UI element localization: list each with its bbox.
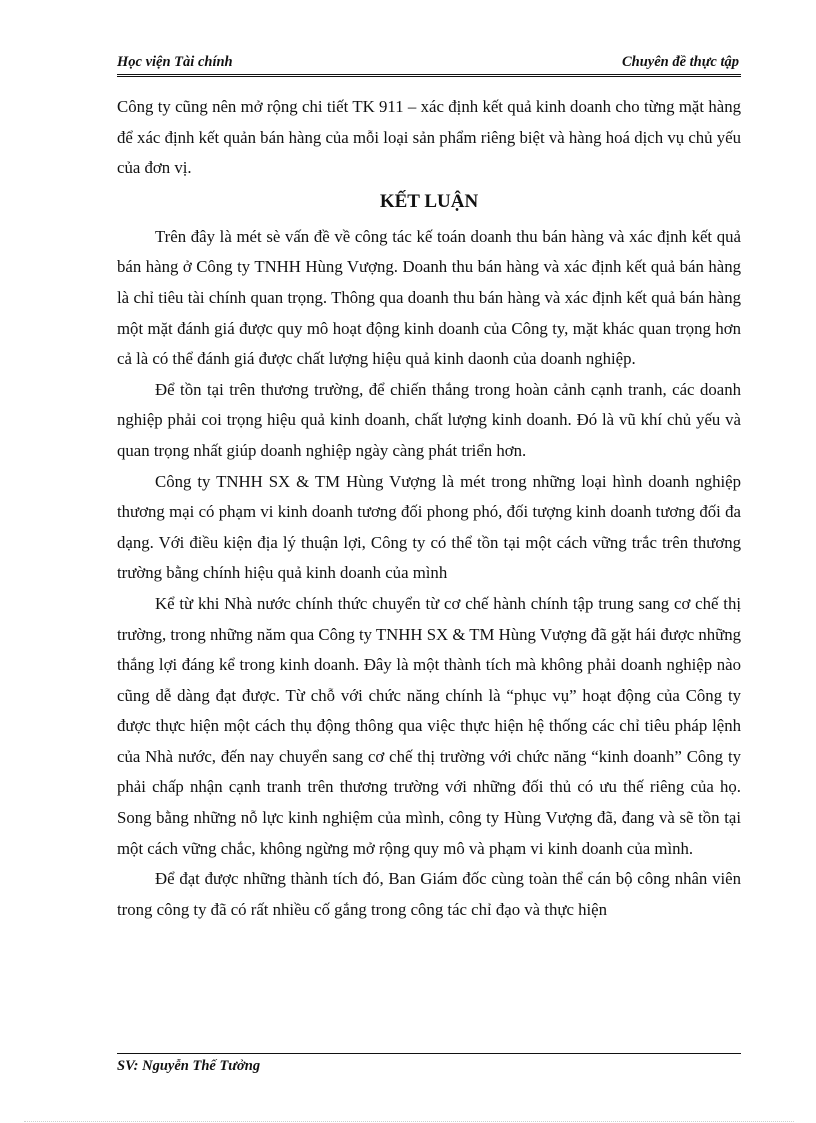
header-institution: Học viện Tài chính bbox=[117, 54, 233, 70]
body-paragraph: Trên đây là mét sè vấn đề về công tác kế toán doanh thu bán hàng và xác định kết quả bán hàng ở Công ty TNHH Hùng Vượng. Doanh thu bán hàng và xác định kết quả bán hàng là chỉ tiêu tài chính quan trọng. Thông qua doanh thu bán hàng và xác định kết quả bán hàng một mặt đánh giá được quy mô hoạt động kinh doanh của Công ty, mặt khác quan trọng hơn cả là có thể đánh giá được chất lượng hiệu quả kinh daonh của doanh nghiệp. bbox=[117, 226, 741, 369]
intro-paragraph: Công ty cũng nên mở rộng chi tiết TK 911 – xác định kết quả kinh doanh cho từng mặt hàng để xác định kết quản bán hàng của mỗi loại sản phẩm riêng biệt và hàng hoá dịch vụ chủ yếu của đơn vị. bbox=[117, 97, 741, 178]
body-paragraph: Để đạt được những thành tích đó, Ban Giám đốc cùng toàn thể cán bộ công nhân viên trong công ty đã có rất nhiều cố gắng trong công tác chỉ đạo và thực hiện bbox=[117, 869, 741, 919]
body-paragraph: Để tồn tại trên thương trường, để chiến thắng trong hoàn cảnh cạnh tranh, các doanh nghiệp phải coi trọng hiệu quả kinh doanh, chất lượng kinh doanh. Đó là vũ khí chủ yếu và quan trọng nhất giúp doanh nghiệp ngày càng phát triển hơn. bbox=[117, 379, 741, 460]
header-divider bbox=[117, 74, 741, 77]
footer-student-name: SV: Nguyễn Thế Tưởng bbox=[117, 1058, 261, 1074]
footer-divider bbox=[117, 1053, 741, 1054]
header-document-type: Chuyên đề thực tập bbox=[621, 54, 739, 70]
page-body bbox=[117, 92, 741, 925]
body-paragraph: Công ty TNHH SX & TM Hùng Vượng là mét trong những loại hình doanh nghiệp thương mại có phạm vi kinh doanh tương đối phong phó, đối tượng kinh doanh tương đối đa dạng. Với điều kiện địa lý thuận lợi, Công ty có thể tồn tại một cách vững trắc trên thương trường bằng chính hiệu quả kinh doanh của mình bbox=[117, 471, 741, 583]
body-paragraph: Kể từ khi Nhà nước chính thức chuyển từ cơ chế hành chính tập trung sang cơ chế thị trường, trong những năm qua Công ty TNHH SX & TM Hùng Vượng đã gặt hái được những thắng lợi đáng kể trong kinh doanh. Đây là một thành tích mà không phải doanh nghiệp nào cũng dễ dàng đạt được. Từ chỗ với chức năng chính là “phục vụ” hoạt động của Công ty được thực hiện một cách thụ động thông qua việc thực hiện hệ thống các chỉ tiêu pháp lệnh của Nhà nước, đến nay chuyển sang cơ chế thị trường với chức năng “kinh doanh” Công ty phải chấp nhận cạnh tranh trên thương trường với những đối thủ có ưu thế riêng của họ. Song bằng những nỗ lực kinh nghiệm của mình, công ty Hùng Vượng đã, đang và sẽ tồn tại một cách vững chắc, không ngừng mở rộng quy mô và phạm vi kinh doanh của mình. bbox=[117, 593, 741, 858]
section-heading: KẾT LUẬN bbox=[379, 190, 479, 212]
page-bottom-edge bbox=[24, 1121, 794, 1122]
page-header bbox=[117, 54, 741, 74]
